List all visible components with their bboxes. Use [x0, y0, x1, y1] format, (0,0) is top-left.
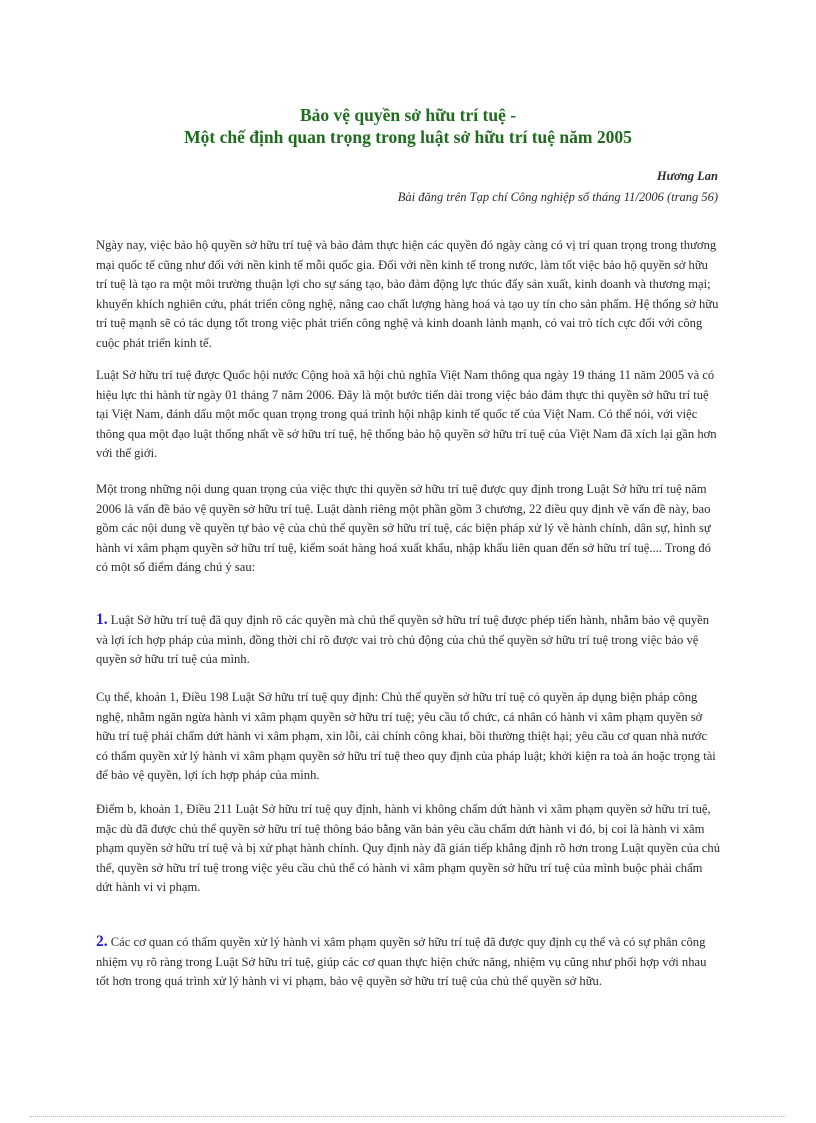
paragraph-article-211: Điểm b, khoản 1, Điều 211 Luật Sở hữu trí tuệ quy định, hành vi không chấm dứt hành vi xâm phạm quyền sở hữu trí tuệ, mặc dù đã được chủ thể quyền sở hữu trí tuệ thông báo bằng văn bản yêu cầu chấm dứt hành vi đó, bị coi là hành vi xâm phạm quyền sở hữu trí tuệ và bị xử phạt hành chính. Quy định này đã gián tiếp khẳng định rõ hơn trong Luật quyền của chủ thể, quyền sở hữu trí tuệ trong việc yêu cầu chủ thể có hành vi xâm phạm quyền sở hữu trí tuệ của mình buộc phải chấm dứt hành vi vi phạm.: [96, 802, 720, 895]
numbered-item-2: [96, 932, 720, 992]
paragraph-article-198: Cụ thể, khoản 1, Điều 198 Luật Sở hữu trí tuệ quy định: Chủ thể quyền sở hữu trí tuệ có quyền áp dụng biện pháp công nghệ, nhằm ngăn ngừa hành vi xâm phạm quyền sở hữu trí tuệ; yêu cầu tổ chức, cá nhân có hành vi xâm phạm quyền sở hữu trí tuệ phải chấm dứt hành vi xâm phạm, xin lỗi, cải chính công khai, bồi thường thiệt hại; yêu cầu cơ quan nhà nước có thẩm quyền xử lý hành vi xâm phạm quyền sở hữu trí tuệ theo quy định của pháp luật; khởi kiện ra toà án hoặc trọng tài để bảo vệ quyền, lợi ích hợp pháp của mình.: [96, 690, 716, 783]
paragraph-key-content: Một trong những nội dung quan trọng của việc thực thi quyền sở hữu trí tuệ được quy định trong Luật Sở hữu trí tuệ năm 2006 là vấn đề bảo vệ quyền sở hữu trí tuệ. Luật dành riêng một phần gồm 3 chương, 22 điều quy định về vấn đề này, bao gồm các nội dung về quyền tự bảo vệ của chủ thể quyền sở hữu trí tuệ, các biện pháp xử lý về hành chính, dân sự, hình sự hành vi xâm phạm quyền sở hữu trí tuệ, kiểm soát hàng hoá xuất khẩu, nhập khẩu liên quan đến sở hữu trí tuệ.... Trong đó có một số điểm đáng chú ý sau:: [96, 482, 711, 575]
paragraph-law-adoption: Luật Sở hữu trí tuệ được Quốc hội nước Cộng hoà xã hội chủ nghĩa Việt Nam thông qua ngày 19 tháng 11 năm 2005 và có hiệu lực thi hành từ ngày 01 tháng 7 năm 2006. Đây là một bước tiến dài trong việc bảo đảm thực thi quyền sở hữu trí tuệ tại Việt Nam, đánh dấu một mốc quan trọng trong quá trình hội nhập kinh tế quốc tế của Việt Nam. Có thể nói, với việc thông qua một đạo luật thống nhất về sở hữu trí tuệ, hệ thống bảo hộ quyền sở hữu trí tuệ của Việt Nam đã xích lại gần hơn với thế giới.: [96, 368, 717, 461]
item-number-2: 2.: [96, 933, 108, 950]
article-title: [60, 104, 756, 148]
item-text-1: Luật Sở hữu trí tuệ đã quy định rõ các quyền mà chủ thể quyền sở hữu trí tuệ được phép tiến hành, nhằm bảo vệ quyền và lợi ích hợp pháp của mình, đồng thời chỉ rõ được vai trò chủ động của chủ thể quyền sở hữu trí tuệ trong việc bảo vệ quyền sở hữu trí tuệ của mình.: [96, 613, 710, 667]
title-line-2: Một chế định quan trọng trong luật sở hữu trí tuệ năm 2005: [184, 127, 632, 147]
publication-source: Bài đăng trên Tạp chí Công nghiệp số tháng 11/2006 (trang 56): [397, 190, 718, 204]
item-text-2: Các cơ quan có thẩm quyền xử lý hành vi xâm phạm quyền sở hữu trí tuệ đã được quy định cụ thể và có sự phân công nhiệm vụ rõ ràng trong Luật Sở hữu trí tuệ, giúp các cơ quan thực hiện chức năng, nhiệm vụ cũng như phối hợp với nhau tốt hơn trong quá trình xử lý hành vi vi phạm, bảo vệ quyền sở hữu trí tuệ của chủ thể quyền sở hữu.: [96, 935, 707, 989]
page-bottom-divider: [30, 1116, 786, 1117]
title-line-1: Bảo vệ quyền sở hữu trí tuệ -: [299, 105, 517, 125]
paragraph-intro: Ngày nay, việc bảo hộ quyền sở hữu trí tuệ và bảo đảm thực hiện các quyền đó ngày càng có vị trí quan trọng trong thương mại quốc tế cũng như đối với nền kinh tế mỗi quốc gia. Đối với nền kinh tế trong nước, làm tốt việc bảo hộ quyền sở hữu trí tuệ là tạo ra một môi trường thuận lợi cho sự sáng tạo, bảo đảm động lực thúc đẩy sản xuất, kinh doanh và thương mại; khuyến khích nghiên cứu, phát triển công nghệ, nâng cao chất lượng hàng hoá và tạo uy tín cho sản phẩm. Hệ thống sở hữu trí tuệ mạnh sẽ có tác dụng tốt trong việc phát triển công nghệ và kinh doanh lành mạnh, có vai trò tích cực đối với công cuộc phát triển kinh tế.: [96, 238, 719, 350]
item-number-1: 1.: [96, 611, 108, 628]
numbered-item-1: [96, 610, 720, 670]
byline: [398, 166, 718, 208]
author-name: Hương Lan: [656, 169, 718, 183]
